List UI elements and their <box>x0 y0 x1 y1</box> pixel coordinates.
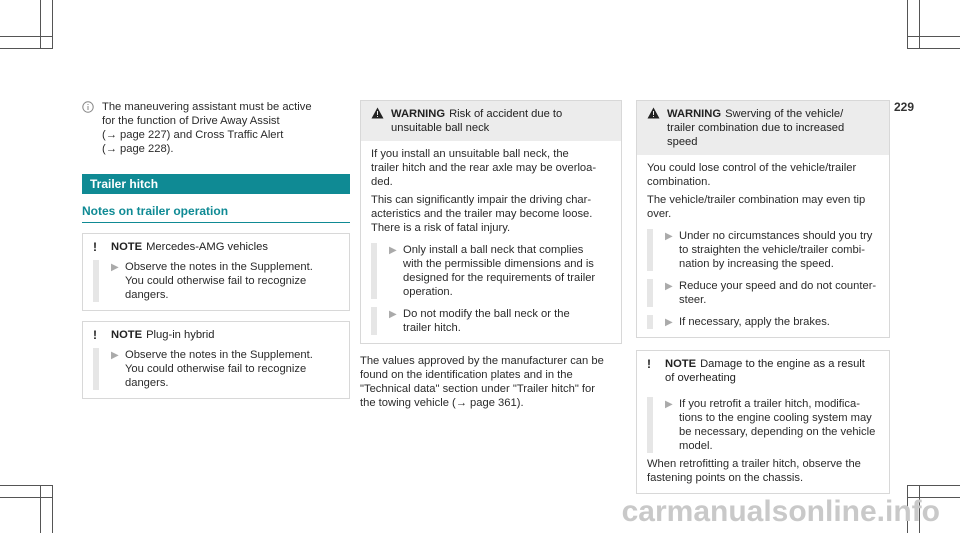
note-box-hybrid <box>82 321 350 399</box>
arrow-icon: ▶ <box>665 317 673 328</box>
arrow-icon: ▶ <box>665 399 673 410</box>
exclamation-icon: ! <box>93 240 97 254</box>
note-label: NOTE <box>665 358 697 370</box>
note-box-amg <box>82 233 350 311</box>
bullet-item: ▶ Only install a ball neck that complies with the permissible dimensions and is designed for the requirements of trailer operation. <box>371 243 611 299</box>
note-label: NOTE <box>111 329 143 341</box>
bullet-item: ▶ Observe the notes in the Supplement. You could otherwise fail to recognize dangers. <box>93 348 339 390</box>
arrow-icon: ▶ <box>111 262 119 273</box>
note-box-engine: ! NOTE Damage to the engine as a result of overheating ▶ If you retrofit a trailer hitch, modifica- tions to the engine cooling system may be necessary, depending on the vehicle model. When retrofitting a trailer hitch, observe the fastening points on the chassis. <box>636 350 890 494</box>
arrow-icon: ▶ <box>111 350 119 361</box>
warning-triangle-icon <box>647 107 667 149</box>
bullet-item: ▶ Reduce your speed and do not counter- steer. <box>647 279 879 307</box>
info-line: for the function of Drive Away Assist <box>102 115 280 127</box>
warning-label: WARNING <box>667 108 722 120</box>
exclamation-icon: ! <box>647 357 651 371</box>
crop-mark <box>52 485 53 533</box>
column-1 <box>82 100 350 399</box>
note-label: NOTE <box>111 241 143 253</box>
column-2 <box>360 100 622 410</box>
crop-mark <box>52 0 53 48</box>
bullet-item: ▶ Under no circumstances should you try to straighten the vehicle/trailer combi- nation by increasing the speed. <box>647 229 879 271</box>
crop-mark <box>40 0 41 48</box>
approved-values-paragraph: The values approved by the manufacturer can be found on the identification plates and in the "Technical data" section under "Trailer hitch" for the towing vehicle (→ page 361). <box>360 355 604 409</box>
column-3 <box>636 100 890 494</box>
bullet-item: ▶ Do not modify the ball neck or the trailer hitch. <box>371 307 611 335</box>
crop-mark <box>907 485 960 486</box>
info-icon <box>82 100 102 156</box>
arrow-icon: ▶ <box>389 245 397 256</box>
bullet-item: ▶ Observe the notes in the Supplement. You could otherwise fail to recognize dangers. <box>93 260 339 302</box>
note-text: Mercedes-AMG vehicles <box>146 241 268 253</box>
arrow-icon: ▶ <box>665 231 673 242</box>
page-number: 229 <box>893 100 914 114</box>
section-title: Trailer hitch <box>82 174 350 194</box>
note-text: Plug-in hybrid <box>146 329 215 341</box>
crop-mark <box>907 48 960 49</box>
info-line: (→ page 227) and Cross Traffic Alert <box>102 129 284 141</box>
crop-mark <box>0 485 53 486</box>
watermark: carmanualsonline.info <box>621 495 940 528</box>
crop-mark <box>0 48 53 49</box>
warning-box-swerving: WARNING Swerving of the vehicle/ trailer combination due to increased speed You could lose control of the vehicle/trailer combination. The vehicle/trailer combination may even tip over. ▶ Under no circumstances should you try to straighten the vehicle/trailer combi- nation by increasing the speed. ▶ Reduce your speed and do not counter- steer. ▶ If necessary, apply the brakes. <box>636 100 890 338</box>
arrow-icon: ▶ <box>389 309 397 320</box>
bullet-item: ▶ If necessary, apply the brakes. <box>647 315 879 329</box>
crop-mark <box>0 36 53 37</box>
info-note <box>82 100 350 156</box>
arrow-icon: ▶ <box>665 281 673 292</box>
crop-mark <box>40 485 41 533</box>
crop-mark <box>0 497 53 498</box>
subsection-title: Notes on trailer operation <box>82 204 350 223</box>
info-line: (→ page 228). <box>102 143 174 155</box>
bullet-item: ▶ If you retrofit a trailer hitch, modifica- tions to the engine cooling system may be necessary, depending on the vehicle model. <box>647 397 879 453</box>
warning-box-ball-neck: WARNING Risk of accident due to unsuitable ball neck If you install an unsuitable ball neck, the trailer hitch and the rear axle may be overloa- ded. This can significantly impair the driving char- acteristics and the trailer may become loose. There is a risk of fatal injury. ▶ Only install a ball neck that complies with the permissible dimensions and is designed for the requirements of trailer operation. ▶ Do not modify the ball neck or the trailer hitch. <box>360 100 622 344</box>
crop-mark <box>907 0 908 48</box>
info-line: The maneuvering assistant must be active <box>102 101 312 113</box>
warning-label: WARNING <box>391 108 446 120</box>
warning-triangle-icon <box>371 107 391 135</box>
crop-mark <box>907 36 960 37</box>
exclamation-icon: ! <box>93 328 97 342</box>
crop-mark <box>919 0 920 48</box>
